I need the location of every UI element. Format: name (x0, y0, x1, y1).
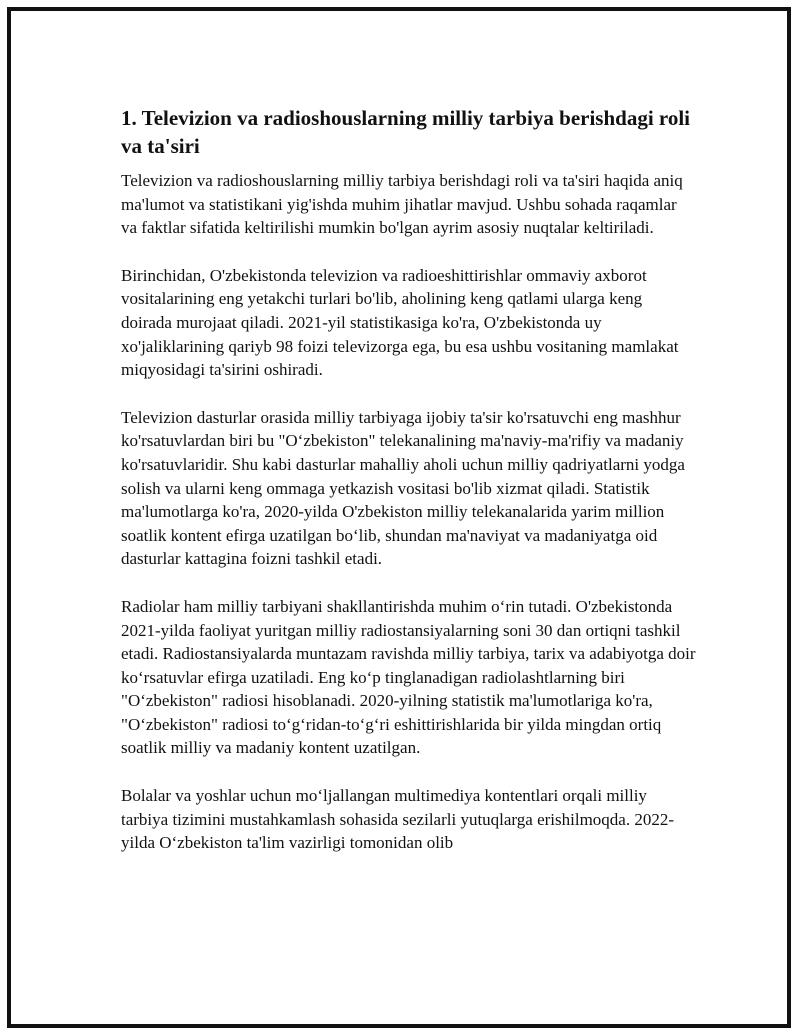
document-title: 1. Televizion va radioshouslarning milliy tarbiya berishdagi roli va ta'siri (121, 106, 691, 158)
paragraph-radio: Radiolar ham milliy tarbiyani shakllantirishda muhim o‘rin tutadi. O'zbekistonda 2021-yilda faoliyat yuritgan milliy radiostansiyalarning soni 30 dan ortiqni tashkil etadi. Radiostansiyalarda muntazam ravishda milliy tarbiya, tarix va adabiyotga doir ko‘rsatuvlar efirga uzatiladi. Eng ko‘p tinglanadigan radiolashtlarning biri "O‘zbekiston" radiosi hisoblanadi. 2020-yilning statistik ma'lumotlariga ko'ra, "O‘zbekiston" radiosi to‘g‘ridan-to‘g‘ri eshittirishlarida bir yilda mingdan ortiq soatlik milliy va madaniy kontent uzatilgan. (121, 596, 696, 758)
document-body (121, 104, 696, 879)
paragraph-intro: Televizion va radioshouslarning milliy tarbiya berishdagi roli va ta'siri haqida aniq ma'lumot va statistikani yig'ishda muhim jihatlar mavjud. Ushbu sohada raqamlar va faktlar sifatida keltirilishi mumkin bo'lgan ayrim asosiy nuqtalar keltiriladi. (121, 171, 683, 238)
paragraph-youth-multimedia: Bolalar va yoshlar uchun mo‘ljallangan multimediya kontentlari orqali milliy tarbiya tizimini mustahkamlash sohasida sezilarli yutuqlarga erishilmoqda. 2022-yilda O‘zbekiston ta'lim vazirligi tomonidan olib (121, 786, 675, 853)
paragraph-first-point: Birinchidan, O'zbekistonda televizion va radioeshittirishlar ommaviy axborot vositalarining eng yetakchi turlari bo'lib, aholining keng qatlami ularga keng doirada murojaat qiladi. 2021-yil statistikasiga ko'ra, O'zbekistonda uy xo'jaliklarining qariyb 98 foizi televizorga ega, bu esa ushbu vositaning mamlakat miqyosidagi ta'sirini oshiradi. (121, 265, 679, 380)
page-frame (7, 7, 791, 1028)
paragraph-tv-programs: Televizion dasturlar orasida milliy tarbiyaga ijobiy ta'sir ko'rsatuvchi eng mashhur ko'rsatuvlardan biri bu "O‘zbekiston" telekanalining ma'naviy-ma'rifiy va madaniy ko'rsatuvlaridir. Shu kabi dasturlar mahalliy aholi uchun milliy qadriyatlarni yodga solish va ularni keng ommaga yetkazish vositasi bo'lib xizmat qiladi. Statistik ma'lumotlarga ko'ra, 2020-yilda O'zbekiston milliy telekanalarida yarim million soatlik kontent efirga uzatilgan bo‘lib, shundan ma'naviyat va madaniyatga oid dasturlar kattagina foizni tashkil etadi. (121, 407, 685, 569)
